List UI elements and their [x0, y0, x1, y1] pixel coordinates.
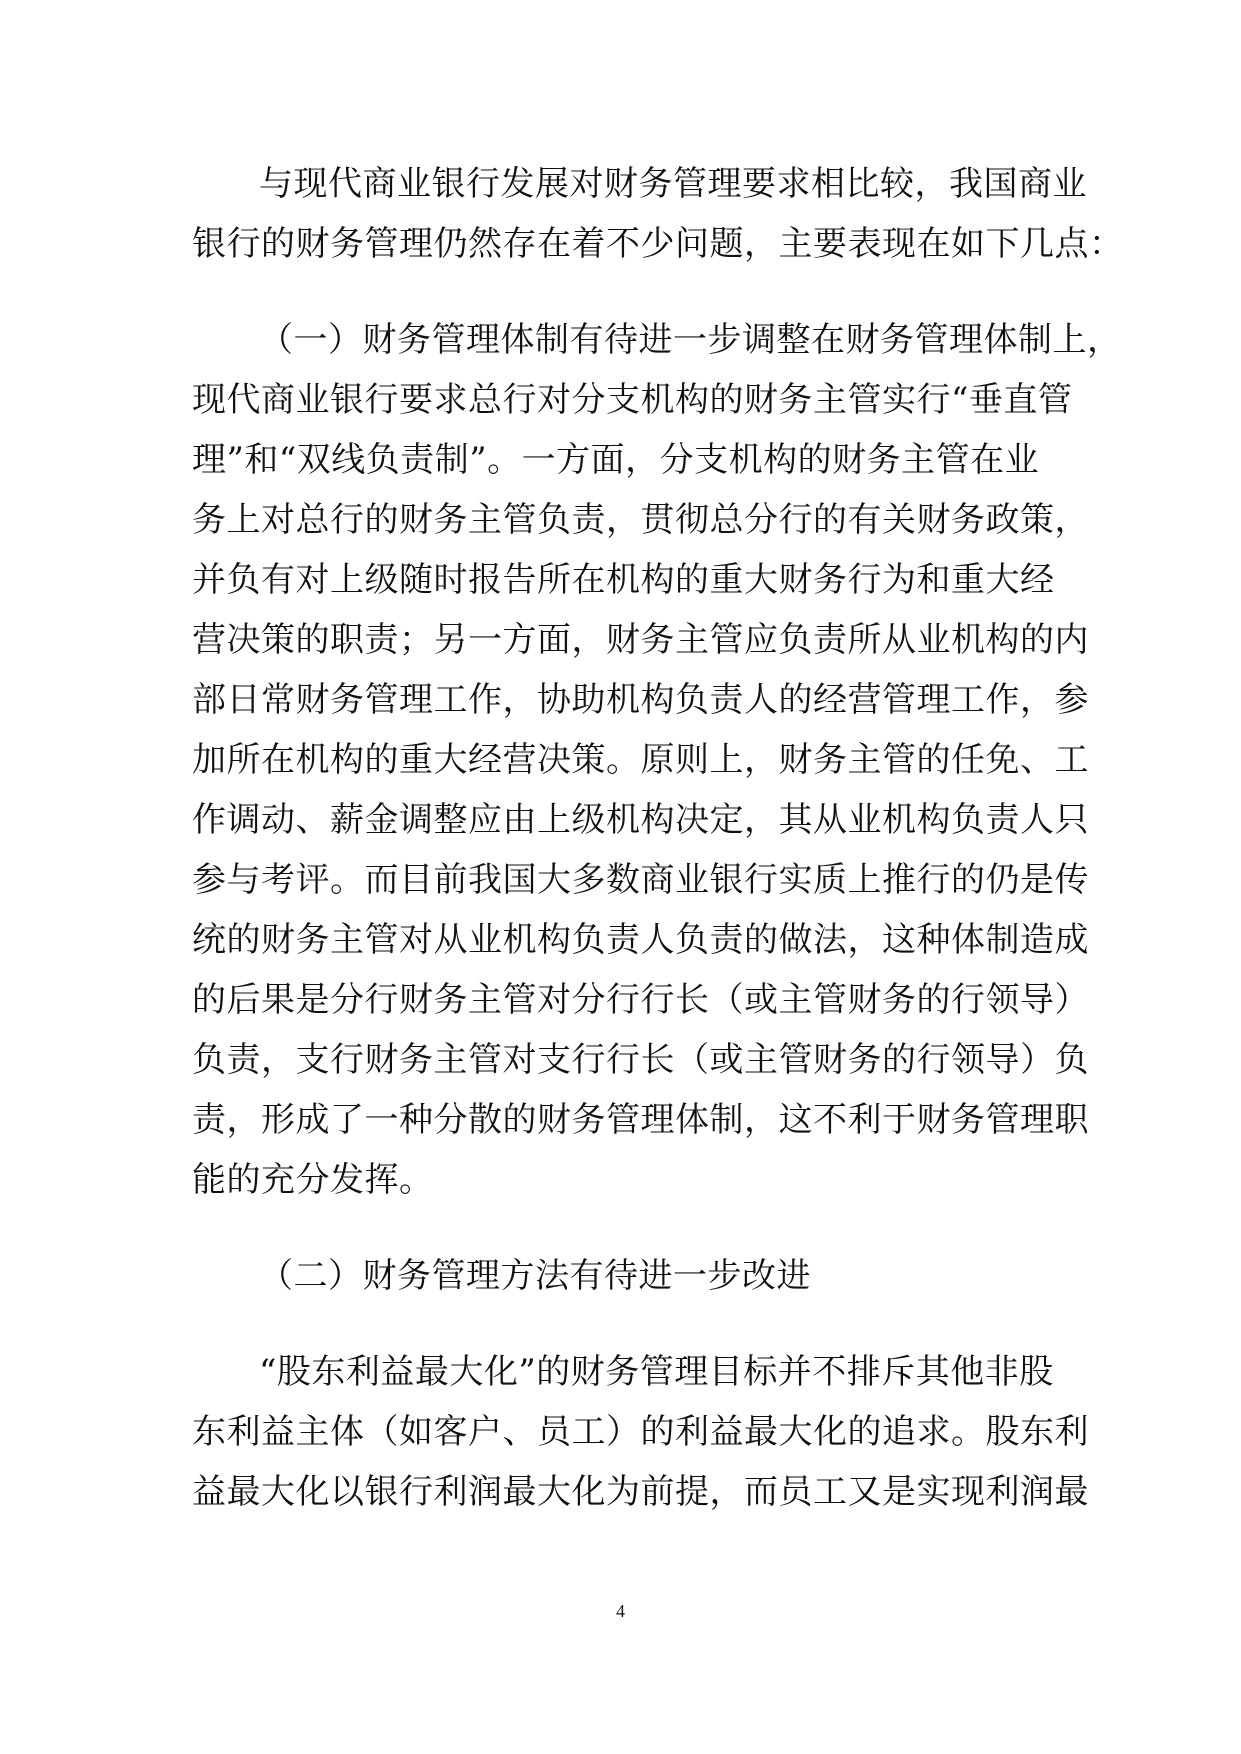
paragraph-line: 加所在机构的重大经营决策。原则上，财务主管的任免、工 [192, 740, 1089, 780]
paragraph-line: 统的财务主管对从业机构负责人负责的做法，这种体制造成 [192, 920, 1089, 960]
paragraph-line: 的后果是分行财务主管对分行行长（或主管财务的行领导） [192, 980, 1089, 1020]
paragraph-line: 与现代商业银行发展对财务管理要求相比较，我国商业 [259, 164, 1087, 204]
paragraph-line: 作调动、薪金调整应由上级机构决定，其从业机构负责人只 [192, 800, 1089, 840]
paragraph-line: 并负有对上级随时报告所在机构的重大财务行为和重大经 [192, 560, 1055, 600]
paragraph-line: 东利益主体（如客户、员工）的利益最大化的追求。股东利 [192, 1412, 1089, 1452]
paragraph-line: 务上对总行的财务主管负责，贯彻总分行的有关财务政策， [192, 500, 1089, 540]
paragraph-line: 现代商业银行要求总行对分支机构的财务主管实行“垂直管 [192, 380, 1073, 420]
paragraph-line: 部日常财务管理工作，协助机构负责人的经营管理工作，参 [192, 680, 1089, 720]
section-heading: （二）财务管理方法有待进一步改进 [259, 1256, 811, 1296]
paragraph-line: 责，形成了一种分散的财务管理体制，这不利于财务管理职 [192, 1100, 1089, 1140]
paragraph-line: 负责，支行财务主管对支行行长（或主管财务的行领导）负 [192, 1040, 1089, 1080]
page-number: 4 [616, 1601, 625, 1621]
paragraph-line: 银行的财务管理仍然存在着不少问题，主要表现在如下几点： [192, 224, 1124, 264]
paragraph-line: 参与考评。而目前我国大多数商业银行实质上推行的仍是传 [192, 860, 1089, 900]
paragraph-line: （一）财务管理体制有待进一步调整在财务管理体制上， [259, 320, 1122, 360]
paragraph-line: 营决策的职责；另一方面，财务主管应负责所从业机构的内 [192, 620, 1089, 660]
paragraph-line: 能的充分发挥。 [192, 1160, 434, 1200]
paragraph-line: 理”和“双线负责制”。一方面，分支机构的财务主管在业 [192, 440, 1040, 480]
paragraph-line: “股东利益最大化”的财务管理目标并不排斥其他非股 [259, 1352, 1054, 1392]
paragraph-line: 益最大化以银行利润最大化为前提，而员工又是实现利润最 [192, 1472, 1089, 1512]
